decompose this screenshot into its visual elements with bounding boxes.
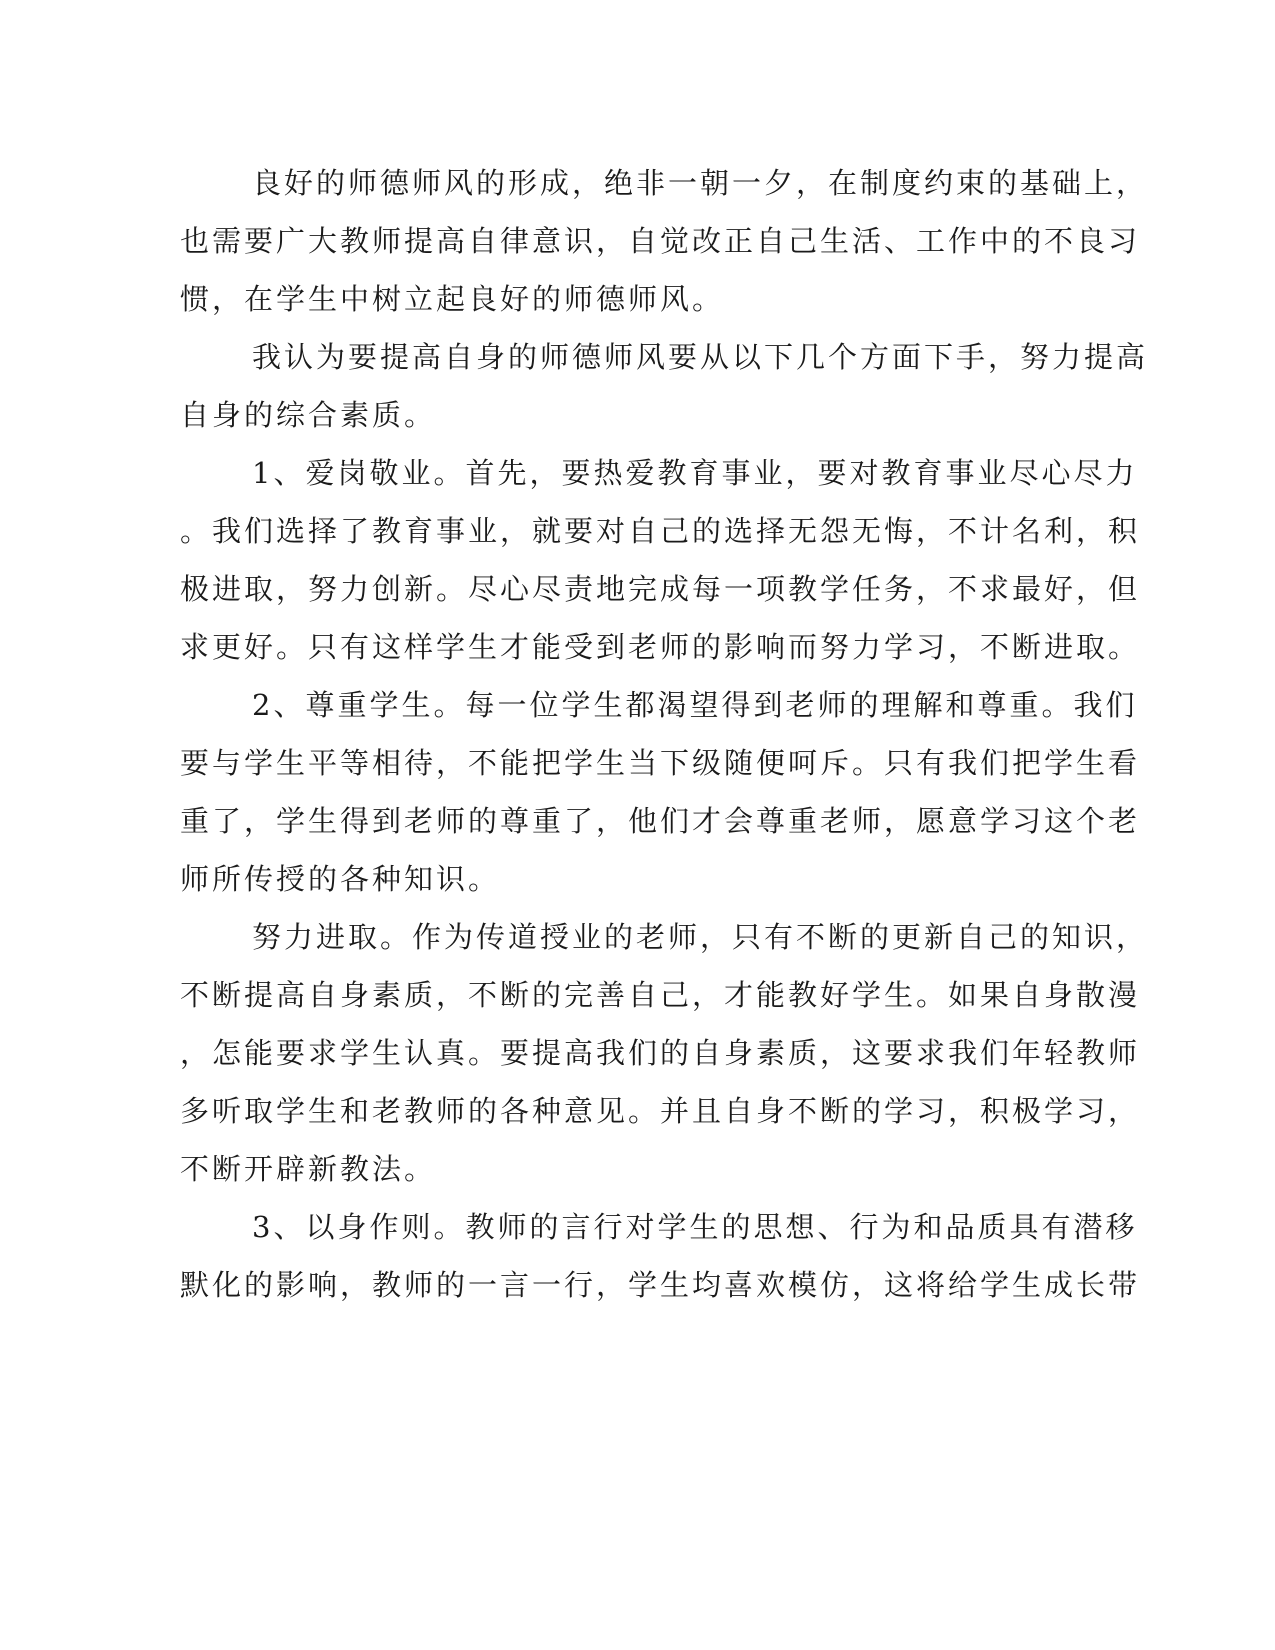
text-line: 良好的师德师风的形成，绝非一朝一夕，在制度约束的基础上， — [252, 166, 1149, 200]
text-line: 我认为要提高自身的师德师风要从以下几个方面下手，努力提高 — [252, 340, 1149, 374]
text-line: 师所传授的各种知识。 — [180, 862, 501, 896]
text-line: 也需要广大教师提高自律意识，自觉改正自己生活、工作中的不良习 — [180, 224, 1141, 258]
text-line: ，怎能要求学生认真。要提高我们的自身素质，这要求我们年轻教师 — [180, 1036, 1141, 1070]
text-line: 默化的影响，教师的一言一行，学生均喜欢模仿，这将给学生成长带 — [180, 1268, 1141, 1302]
text-line: 不断开辟新教法。 — [180, 1152, 437, 1186]
text-line: 1、爱岗敬业。首先，要热爱教育事业，要对教育事业尽心尽力 — [252, 456, 1138, 490]
text-line: 求更好。只有这样学生才能受到老师的影响而努力学习，不断进取。 — [180, 630, 1141, 664]
text-line: 2、尊重学生。每一位学生都渴望得到老师的理解和尊重。我们 — [252, 688, 1138, 722]
text-line: 重了，学生得到老师的尊重了，他们才会尊重老师，愿意学习这个老 — [180, 804, 1141, 838]
text-line: 惯，在学生中树立起良好的师德师风。 — [180, 282, 725, 316]
text-line: 多听取学生和老教师的各种意见。并且自身不断的学习，积极学习， — [180, 1094, 1141, 1128]
text-line: 不断提高自身素质，不断的完善自己，才能教好学生。如果自身散漫 — [180, 978, 1141, 1012]
text-line: 极进取，努力创新。尽心尽责地完成每一项教学任务，不求最好，但 — [180, 572, 1141, 606]
text-line: 3、以身作则。教师的言行对学生的思想、行为和品质具有潜移 — [252, 1210, 1138, 1244]
text-line: 努力进取。作为传道授业的老师，只有不断的更新自己的知识， — [252, 920, 1149, 954]
text-line: 自身的综合素质。 — [180, 398, 437, 432]
text-line: 。我们选择了教育事业，就要对自己的选择无怨无悔，不计名利，积 — [180, 514, 1141, 548]
text-line: 要与学生平等相待，不能把学生当下级随便呵斥。只有我们把学生看 — [180, 746, 1141, 780]
